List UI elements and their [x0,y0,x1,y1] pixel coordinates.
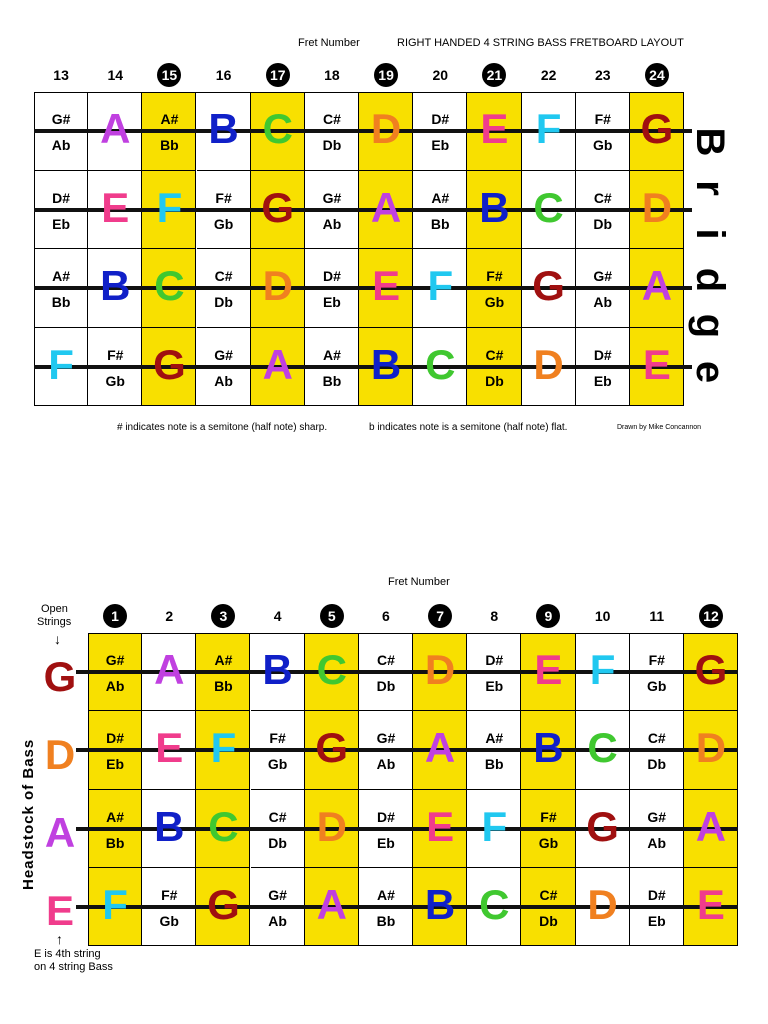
top-note-natural: A [641,262,673,310]
top-note-natural: C [533,183,564,231]
top-note-natural: A [262,340,293,388]
top-note-flat: Gb [105,372,125,389]
bottom-note-natural: C [479,880,510,928]
top-note-sharp: A# [52,268,71,285]
bottom-note-flat: Bb [105,834,125,851]
bottom-note-flat: Ab [647,834,667,851]
bottom-note-natural: C [208,802,239,850]
open-note-D: D [44,731,76,778]
top-note-sharp: A# [160,111,179,128]
bridge-letter: g [688,313,732,339]
top-fretboard [34,92,684,406]
top-note-flat: Db [322,137,342,154]
open-strings-label-1: Open [41,603,68,615]
footnote-sharp: # indicates note is a semitone (half note) sharp. [117,422,328,433]
bottom-note-natural: E [696,880,725,928]
bottom-note-sharp: A# [106,808,125,825]
footer-line-1: E is 4th string [34,948,101,960]
bottom-note-natural: B [262,646,293,694]
bottom-fret-number-label: Fret Number [388,576,450,588]
top-note-flat: Ab [322,215,342,232]
bottom-note-flat: Bb [376,912,396,929]
bottom-note-flat: Db [647,756,667,773]
top-fret-14: 14 [107,67,124,83]
top-note-natural: G [153,340,186,388]
bottom-note-flat: Eb [106,756,125,773]
top-fret-13: 13 [53,67,69,83]
top-note-flat: Ab [593,294,613,311]
bottom-note-sharp: D# [647,886,666,903]
bottom-note-flat: Gb [538,834,559,851]
top-note-sharp: C# [322,111,341,128]
bottom-fret-7: 7 [425,603,455,629]
bottom-note-natural: E [155,724,184,772]
bottom-note-flat: Gb [647,678,667,695]
bottom-note-natural: A [424,724,456,772]
top-note-natural: B [100,262,131,310]
bottom-note-natural: E [534,646,563,694]
top-note-sharp: C# [214,268,233,285]
top-fret-23: 23 [594,67,611,83]
top-note-natural: G [261,183,295,231]
bridge-letter: e [688,360,732,384]
bottom-string-line [76,905,738,909]
open-note-E: E [45,887,74,934]
bottom-note-flat: Ab [376,756,396,773]
bottom-note-natural: G [207,880,240,928]
top-note-sharp: F# [486,268,503,285]
bottom-note-natural: F [102,880,128,928]
top-note-natural: F [156,183,183,231]
bottom-note-flat: Eb [485,678,504,695]
bottom-fret-1: 1 [100,603,130,629]
open-note-A: A [44,809,76,856]
top-note-sharp: G# [214,346,233,363]
top-fret-21: 21 [479,62,509,88]
top-note-sharp: D# [431,111,450,128]
top-note-natural: F [535,105,562,153]
bottom-note-sharp: G# [268,886,287,903]
top-note-flat: Eb [52,215,71,232]
top-note-natural: C [262,105,293,153]
top-fret-17: 17 [263,62,293,88]
bottom-note-natural: F [210,724,237,772]
bottom-fret-6: 6 [382,608,390,624]
top-note-sharp: D# [52,189,71,206]
top-note-natural: C [425,340,456,388]
bridge-letter: i [688,228,732,240]
bottom-fretboard [88,633,738,946]
top-note-flat: Ab [214,372,233,389]
top-note-natural: D [370,105,402,153]
bottom-note-flat: Gb [159,912,179,929]
top-note-flat: Gb [213,215,234,232]
bridge-letter: B [688,127,732,157]
bottom-note-sharp: A# [376,886,395,903]
bottom-note-natural: C [316,646,347,694]
bottom-note-sharp: A# [485,730,504,747]
bottom-note-sharp: D# [376,808,395,825]
top-note-flat: Bb [160,137,179,154]
bottom-note-natural: D [695,724,727,772]
top-fret-16: 16 [215,67,232,83]
top-fret-19: 19 [371,62,401,88]
top-note-sharp: G# [593,268,613,285]
top-note-flat: Bb [51,294,71,311]
open-strings-arrow-icon: ↓ [54,631,61,647]
top-note-natural: C [154,262,185,310]
top-note-sharp: A# [322,346,341,363]
top-note-natural: B [479,183,510,231]
bottom-note-natural: B [533,724,564,772]
top-note-sharp: G# [322,189,342,206]
bottom-note-sharp: C# [539,886,558,903]
top-note-natural: F [48,340,74,388]
bottom-note-sharp: F# [540,808,557,825]
top-note-sharp: F# [107,346,124,363]
top-fret-18: 18 [324,67,340,83]
bottom-fret-9: 9 [533,603,563,629]
bottom-note-sharp: F# [161,886,178,903]
top-note-flat: Ab [51,137,71,154]
top-note-natural: D [641,183,673,231]
top-fret-20: 20 [432,67,449,83]
top-note-flat: Gb [484,294,505,311]
bottom-note-flat: Ab [268,912,287,929]
top-note-sharp: G# [51,111,71,128]
top-note-sharp: D# [322,268,341,285]
bottom-note-sharp: C# [376,652,395,669]
bottom-note-natural: D [316,802,347,850]
top-note-flat: Eb [322,294,341,311]
top-note-natural: F [427,262,454,310]
bridge-label [688,122,732,384]
bottom-note-flat: Ab [105,678,125,695]
open-note-G: G [43,653,77,700]
bottom-note-natural: G [694,646,728,694]
top-note-natural: E [480,105,509,153]
bottom-note-natural: A [154,646,185,694]
bottom-note-sharp: C# [647,730,666,747]
footer-arrow-icon: ↑ [56,931,63,947]
bottom-note-flat: Eb [376,834,395,851]
bridge-letter: d [688,267,732,293]
bottom-note-natural: C [587,724,618,772]
bottom-note-sharp: G# [647,808,667,825]
bottom-fret-2: 2 [165,608,174,624]
bottom-fret-12: 12 [696,603,726,629]
bottom-note-natural: G [315,724,349,772]
top-note-flat: Eb [593,372,612,389]
bottom-fret-10: 10 [594,608,611,624]
bottom-note-natural: D [587,880,618,928]
bottom-note-sharp: G# [376,730,396,747]
open-strings-label-2: Strings [37,616,72,628]
bottom-note-flat: Db [539,912,558,929]
bottom-note-flat: Bb [484,756,504,773]
bottom-note-natural: D [424,646,456,694]
credit: Drawn by Mike Concannon [617,424,702,431]
bottom-note-natural: F [481,802,508,850]
top-note-natural: A [370,183,402,231]
top-note-flat: Bb [322,372,342,389]
bottom-note-flat: Db [268,834,287,851]
bottom-note-sharp: F# [269,730,286,747]
bottom-note-natural: B [154,802,185,850]
top-note-sharp: C# [593,189,612,206]
bottom-note-natural: A [695,802,727,850]
top-note-natural: B [208,105,239,153]
top-note-flat: Gb [593,137,613,154]
top-note-natural: D [262,262,293,310]
bottom-note-flat: Bb [214,678,233,695]
bottom-note-natural: B [424,880,456,928]
top-note-natural: A [100,105,131,153]
bottom-note-natural: F [589,646,616,694]
bottom-note-sharp: A# [214,652,233,669]
bottom-note-sharp: G# [105,652,125,669]
top-note-natural: E [642,340,671,388]
top-fret-22: 22 [540,67,557,83]
top-note-natural: B [370,340,402,388]
bottom-note-sharp: F# [648,652,665,669]
bottom-note-natural: A [316,880,347,928]
top-note-flat: Db [214,294,233,311]
top-note-flat: Bb [430,215,450,232]
top-note-natural: E [372,262,401,310]
bottom-note-flat: Gb [267,756,288,773]
top-note-natural: E [101,183,130,231]
bottom-note-natural: E [426,802,455,850]
bridge-letter: r [688,180,732,196]
bottom-fret-11: 11 [649,608,665,624]
headstock-label: Headstock of Bass [20,738,37,890]
bottom-note-natural: G [586,802,619,850]
top-note-natural: D [533,340,564,388]
top-note-sharp: A# [431,189,450,206]
top-note-natural: G [640,105,674,153]
top-fret-number-label: Fret Number [298,37,360,49]
bottom-fret-8: 8 [490,608,499,624]
top-fret-15: 15 [154,62,184,88]
bottom-note-flat: Db [376,678,396,695]
top-fret-24: 24 [642,62,672,88]
bottom-note-sharp: C# [268,808,287,825]
top-note-flat: Eb [431,137,450,154]
bottom-fret-4: 4 [273,608,282,624]
bottom-note-flat: Eb [647,912,666,929]
bottom-fret-5: 5 [317,603,347,629]
top-note-natural: G [532,262,565,310]
top-note-sharp: F# [594,111,611,128]
top-note-flat: Db [593,215,613,232]
top-note-sharp: C# [485,346,504,363]
top-note-flat: Db [485,372,504,389]
bottom-note-sharp: D# [485,652,504,669]
bottom-note-sharp: D# [106,730,125,747]
bottom-fret-3: 3 [208,603,238,629]
top-title: RIGHT HANDED 4 STRING BASS FRETBOARD LAYOUT [397,37,684,49]
top-note-sharp: D# [593,346,612,363]
top-note-sharp: F# [215,189,232,206]
footer-line-2: on 4 string Bass [34,961,113,973]
footnote-flat: b indicates note is a semitone (half note) flat. [369,422,568,433]
